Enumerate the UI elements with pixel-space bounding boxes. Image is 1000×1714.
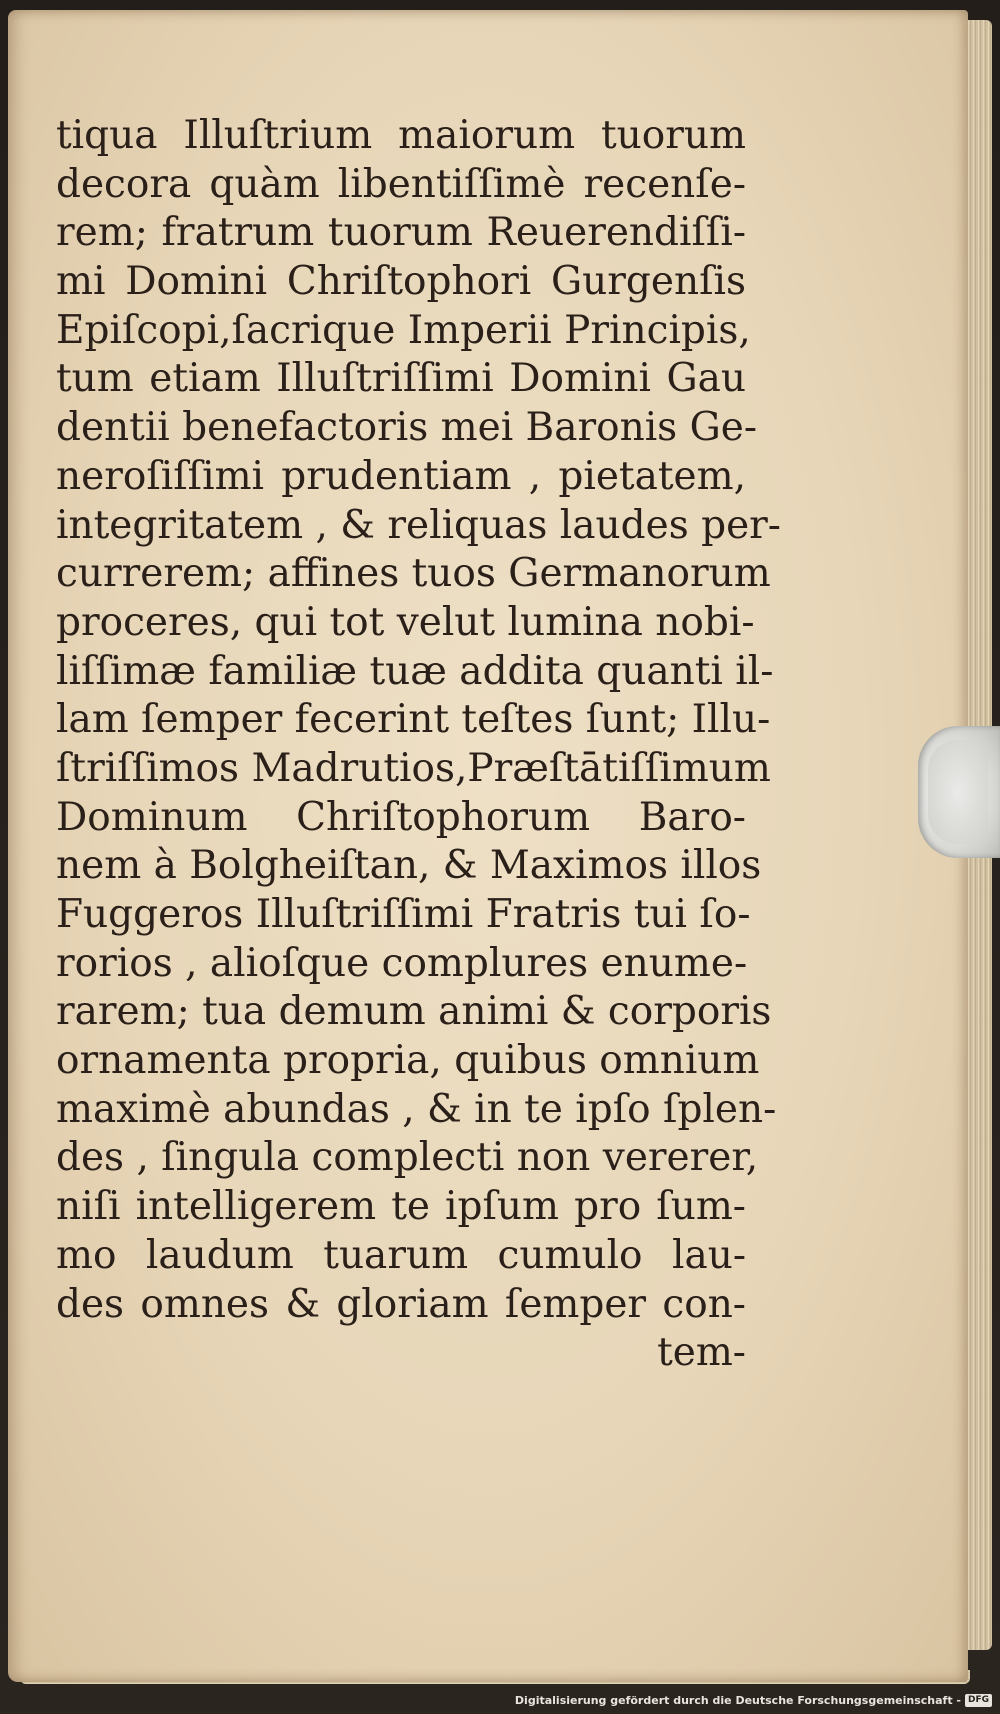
catchword: tem- (657, 1330, 746, 1376)
page-clip-inner (928, 740, 988, 844)
text-line: lam ſemper fecerint teſtes ſunt; Illu- (56, 697, 771, 743)
text-line: Fuggeros Illuſtriſſimi Fratris tui ſo- (56, 892, 751, 937)
page-text (56, 112, 781, 1378)
text-line: neroſiſſimi prudentiam , pietatem, (56, 453, 746, 499)
digitization-footer (515, 1694, 992, 1707)
text-line: Epiſcopi,ſacrique Imperii Principis, (56, 307, 751, 353)
text-line: tum etiam Illuſtriſſimi Domini Gau (56, 356, 746, 402)
text-line: maximè abundas , & in te ipſo ſplen- (56, 1086, 777, 1132)
dfg-logo-icon: DFG (965, 1694, 992, 1707)
text-line: ſtriſſimos Madrutios,Præſtātiſſimum (56, 745, 771, 791)
text-line: Dominum Chriſtophorum Baro- (56, 794, 746, 840)
text-line: rem; fratrum tuorum Reuerendiſſi- (56, 210, 746, 256)
text-line: decora quàm libentiſſimè recenſe- (56, 161, 746, 207)
text-line: rarem; tua demum animi & corporis (56, 989, 772, 1035)
text-line: dentii benefactoris mei Baronis Ge- (56, 405, 758, 451)
text-line: liſſimæ familiæ tuæ addita quanti il- (56, 648, 774, 694)
footer-text: Digitalisierung gefördert durch die Deutsche Forschungsgemeinschaft - (514, 1694, 961, 1707)
text-line: rorios , alioſque complures enume- (56, 940, 748, 986)
book-page (8, 10, 968, 1682)
text-line: proceres, qui tot velut lumina nobi- (56, 599, 755, 645)
page-clip (918, 726, 1000, 858)
text-line: nem à Bolgheiſtan, & Maximos illos (56, 843, 762, 889)
text-line: mi Domini Chriſtophori Gurgenſis (56, 259, 746, 305)
text-line: integritatem , & reliquas laudes per- (56, 502, 781, 548)
text-line: mo laudum tuarum cumulo lau- (56, 1232, 746, 1278)
text-line: tiqua Illuſtrium maiorum tuorum (56, 113, 746, 158)
text-line: des omnes & gloriam ſemper con- (56, 1281, 746, 1327)
text-line: des , ſingula complecti non vererer, (56, 1135, 759, 1181)
text-line: currerem; affines tuos Germanorum (56, 551, 771, 597)
text-line: ornamenta propria, quibus omnium (56, 1038, 760, 1084)
text-line: niſi intelligerem te ipſum pro ſum- (56, 1184, 746, 1230)
